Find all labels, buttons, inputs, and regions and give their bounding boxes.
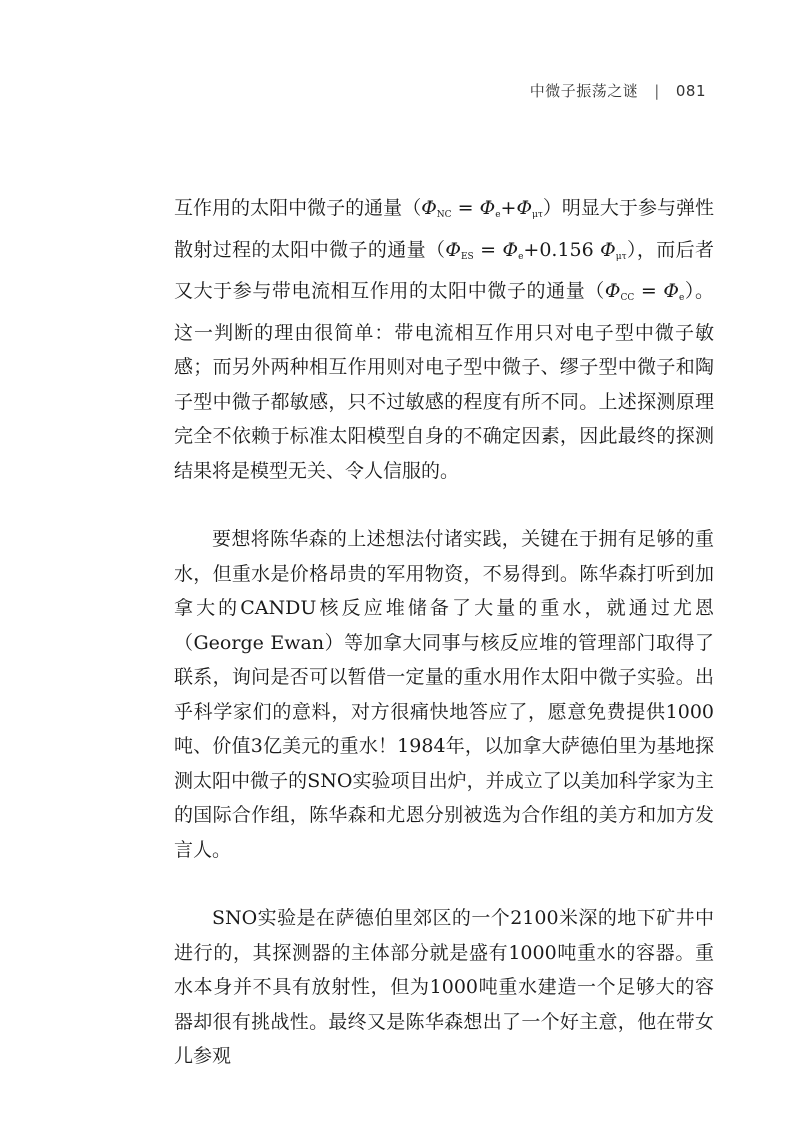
paragraph-3: SNO实验是在萨德伯里郊区的一个2100米深的地下矿井中进行的，其探测器的主体部分就是盛有1000吨重水的容器。重水本身并不具有放射性，但为1000吨重水建造一个足够大的容器却很有挑战性。最终又是陈华森想出了一个好主意，他在带女儿参观 [174,907,714,1067]
p1-text-1: 互作用的太阳中微子的通量（ [174,197,422,219]
p1-text-4: ）。这一判断的理由很简单：带电流相互作用只对电子型中微子敏感；而另外两种相互作用则对电子型中微子、缪子型中微子和陶子型中微子都敏感，只不过敏感的程度有所不同。上述探测原理完全不依赖于标准太阳模型自身的不确定因素，因此最终的探测结果将是模型无关、令人信服的。 [174,280,714,482]
paragraph-2: 要想将陈华森的上述想法付诸实践，关键在于拥有足够的重水，但重水是价格昂贵的军用物资，不易得到。陈华森打听到加拿大的CANDU核反应堆储备了大量的重水，就通过尤恩（George Ewan）等加拿大同事与核反应堆的管理部门取得了联系，询问是否可以暂借一定量的重水用作太阳中微子实验。出乎科学家们的意料，对方很痛快地答应了，愿意免费提供1000吨、价值3亿美元的重水！1984年，以加拿大萨德伯里为基地探测太阳中微子的SNO实验项目出炉，并成立了以美加科学家为主的国际合作组，陈华森和尤恩分别被选为合作组的美方和加方发言人。 [174,528,714,861]
formula-phi-es: $\Phi_{ES} = \Phi_e+0.156$ $\Phi_{\mu\tau}$ [445,238,627,262]
running-header [530,80,706,101]
formula-phi-nc: $\Phi_{NC} = \Phi_e+\Phi_{\mu\tau}$ [421,197,543,220]
page-number: 081 [675,81,706,100]
body-text [174,191,714,1074]
header-separator: | [654,81,660,100]
paragraph-1 [174,191,714,488]
p1-text-2: ）明显大于参与弹性散射过程的太阳中微子的通量（ [174,197,714,261]
chapter-title: 中微子振荡之谜 [529,82,639,100]
formula-phi-cc: $\Phi_{CC} = \Phi_e$ [604,280,685,303]
p1-text-3: ），而后者又大于参与带电流相互作用的太阳中微子的通量（ [174,238,714,302]
